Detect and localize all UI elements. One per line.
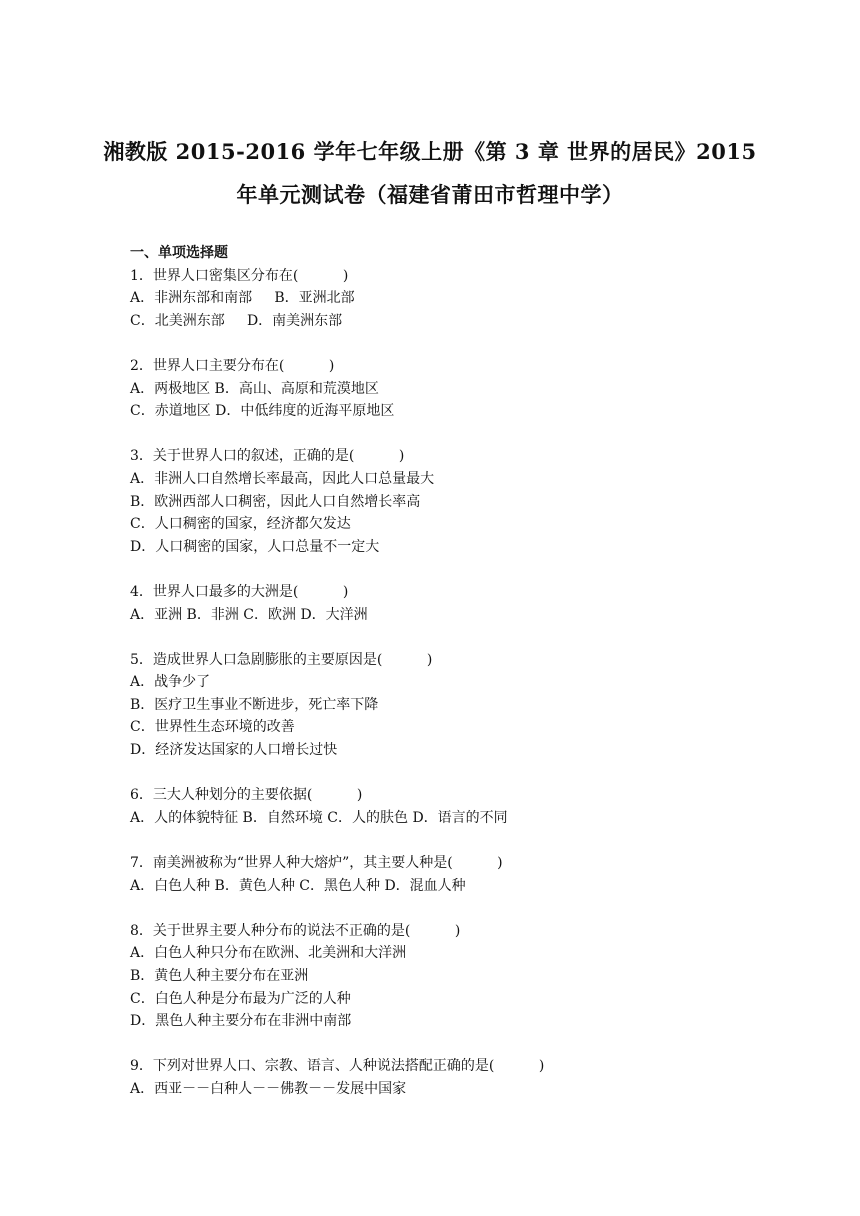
option-line: A．西亚－－白种人－－佛教－－发展中国家 (130, 1080, 407, 1097)
question-stem: 4．世界人口最多的大洲是( ) (130, 583, 349, 600)
section-heading: 一、单项选择题 (130, 245, 228, 261)
question-stem: 5．造成世界人口急剧膨胀的主要原因是( ) (130, 651, 433, 668)
option-line: B．医疗卫生事业不断进步，死亡率下降 (130, 696, 379, 713)
option-line: C．世界性生态环境的改善 (130, 719, 295, 736)
option-line: D．黑色人种主要分布在非洲中南部 (130, 1013, 352, 1030)
question-5 (130, 649, 750, 762)
option-line: C．北美洲东部 D．南美洲东部 (130, 312, 343, 329)
option-line: A．亚洲 B．非洲 C．欧洲 D．大洋洲 (130, 606, 368, 623)
question-3 (130, 445, 750, 558)
question-stem: 6．三大人种划分的主要依据( ) (130, 787, 363, 804)
question-stem: 1．世界人口密集区分布在( ) (130, 267, 349, 284)
option-line: A．战争少了 (130, 674, 211, 691)
question-stem: 9．下列对世界人口、宗教、语言、人种说法搭配正确的是( ) (130, 1058, 545, 1075)
question-1 (130, 265, 750, 333)
option-line: C．赤道地区 D．中低纬度的近海平原地区 (130, 403, 395, 420)
option-line: A．白色人种 B．黄色人种 C．黑色人种 D．混血人种 (130, 877, 466, 894)
question-stem: 2．世界人口主要分布在( ) (130, 357, 335, 374)
option-line: A．两极地区 B．高山、高原和荒漠地区 (130, 380, 379, 397)
question-7 (130, 852, 750, 897)
option-line: B．黄色人种主要分布在亚洲 (130, 968, 309, 984)
document-title-line-2: 年单元测试卷（福建省莆田市哲理中学） (236, 182, 624, 207)
question-stem: 8．关于世界主要人种分布的说法不正确的是( ) (130, 922, 461, 939)
question-2 (130, 355, 750, 423)
option-line: A．白色人种只分布在欧洲、北美洲和大洋洲 (130, 945, 407, 962)
option-line: D．人口稠密的国家，人口总量不一定大 (130, 538, 380, 555)
question-4 (130, 581, 750, 626)
question-stem: 3．关于世界人口的叙述，正确的是( ) (130, 448, 405, 465)
question-8 (130, 920, 750, 1033)
question-stem: 7．南美洲被称为“世界人种大熔炉”，其主要人种是( ) (130, 855, 503, 872)
option-line: C．人口稠密的国家，经济都欠发达 (130, 516, 351, 533)
option-line: A．非洲东部和南部 B．亚洲北部 (130, 290, 355, 307)
question-9 (130, 1055, 750, 1100)
option-line: A．非洲人口自然增长率最高，因此人口总量最大 (130, 470, 435, 487)
option-line: D．经济发达国家的人口增长过快 (130, 742, 338, 759)
question-6 (130, 784, 750, 829)
document-title-line-1: 湘教版 2015-2016 学年七年级上册《第 3 章 世界的居民》2015 (103, 139, 757, 164)
option-line: B．欧洲西部人口稠密，因此人口自然增长率高 (130, 493, 421, 510)
option-line: A．人的体貌特征 B．自然环境 C．人的肤色 D．语言的不同 (130, 809, 508, 826)
option-line: C．白色人种是分布最为广泛的人种 (130, 990, 351, 1007)
question-list (130, 242, 750, 1123)
